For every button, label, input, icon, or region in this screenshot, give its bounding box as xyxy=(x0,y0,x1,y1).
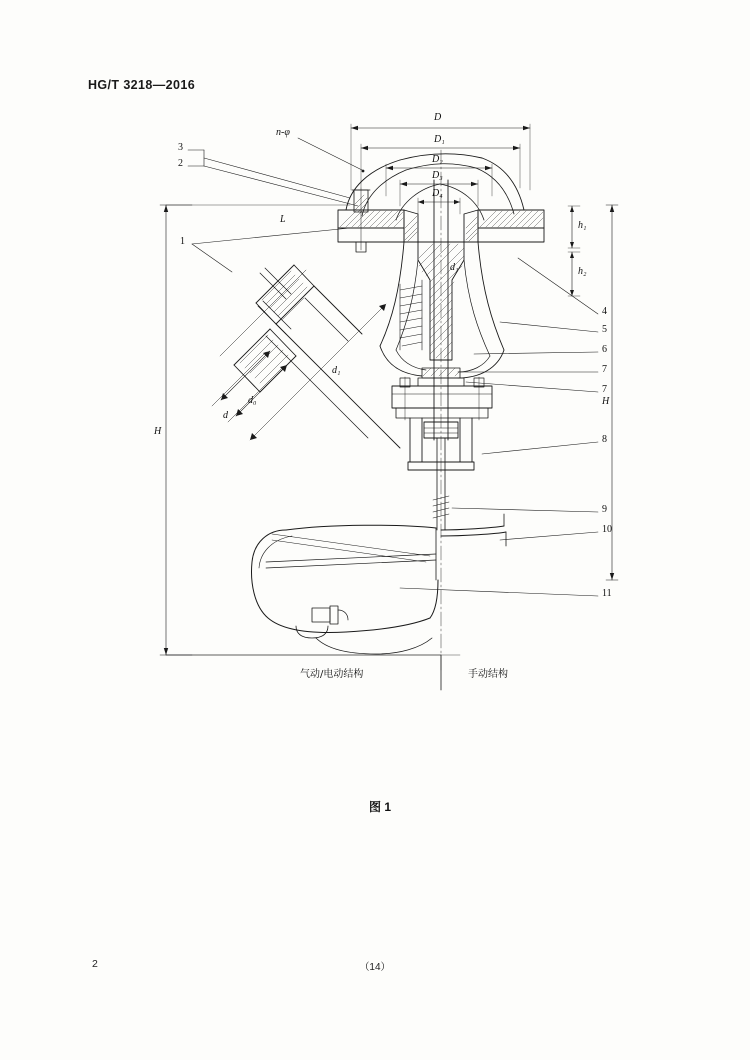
valve-technical-drawing-svg xyxy=(100,110,660,730)
callout-3: 3 xyxy=(178,142,183,153)
dim-label-D2: D₂ xyxy=(432,154,443,165)
callout-8: 8 xyxy=(602,434,607,445)
dim-label-H-right: H xyxy=(602,396,610,407)
callout-2: 2 xyxy=(178,158,183,169)
label-pneumatic-electric-structure: 气动/电动结构 xyxy=(300,669,364,680)
figure-caption: 图 1 xyxy=(368,800,391,814)
callout-10: 10 xyxy=(602,524,612,535)
dim-label-L: L xyxy=(280,214,286,225)
dim-label-d0: d₀ xyxy=(248,395,257,406)
dim-label-n-phi: n-φ xyxy=(276,127,290,138)
dim-label-d-flange: d xyxy=(223,410,228,421)
footer-center-text: （14） xyxy=(359,962,391,973)
figure-valve-assembly-drawing xyxy=(100,110,660,814)
dim-label-h2: h₂ xyxy=(578,266,587,277)
callout-9: 9 xyxy=(602,504,607,515)
dim-label-D3: D₃ xyxy=(432,170,443,181)
page-number: 2 xyxy=(92,958,98,970)
callout-4: 4 xyxy=(602,306,607,317)
dim-label-dh: d₁ xyxy=(332,365,341,376)
callout-1: 1 xyxy=(180,236,185,247)
dim-label-D1: D₁ xyxy=(434,134,445,145)
callout-7a: 7 xyxy=(602,364,607,375)
dim-label-d1-body: d₁ xyxy=(450,262,459,273)
callout-11: 11 xyxy=(602,588,612,599)
standard-code-header: HG/T 3218—2016 xyxy=(88,78,196,92)
dim-label-h1: h₁ xyxy=(578,220,587,231)
dim-label-H-left: H xyxy=(154,426,162,437)
callout-7b: 7 xyxy=(602,384,607,395)
callout-5: 5 xyxy=(602,324,607,335)
label-manual-structure: 手动结构 xyxy=(468,669,508,680)
dim-label-D4: D₄ xyxy=(432,188,443,199)
callout-6: 6 xyxy=(602,344,607,355)
dim-label-D: D xyxy=(434,112,442,123)
